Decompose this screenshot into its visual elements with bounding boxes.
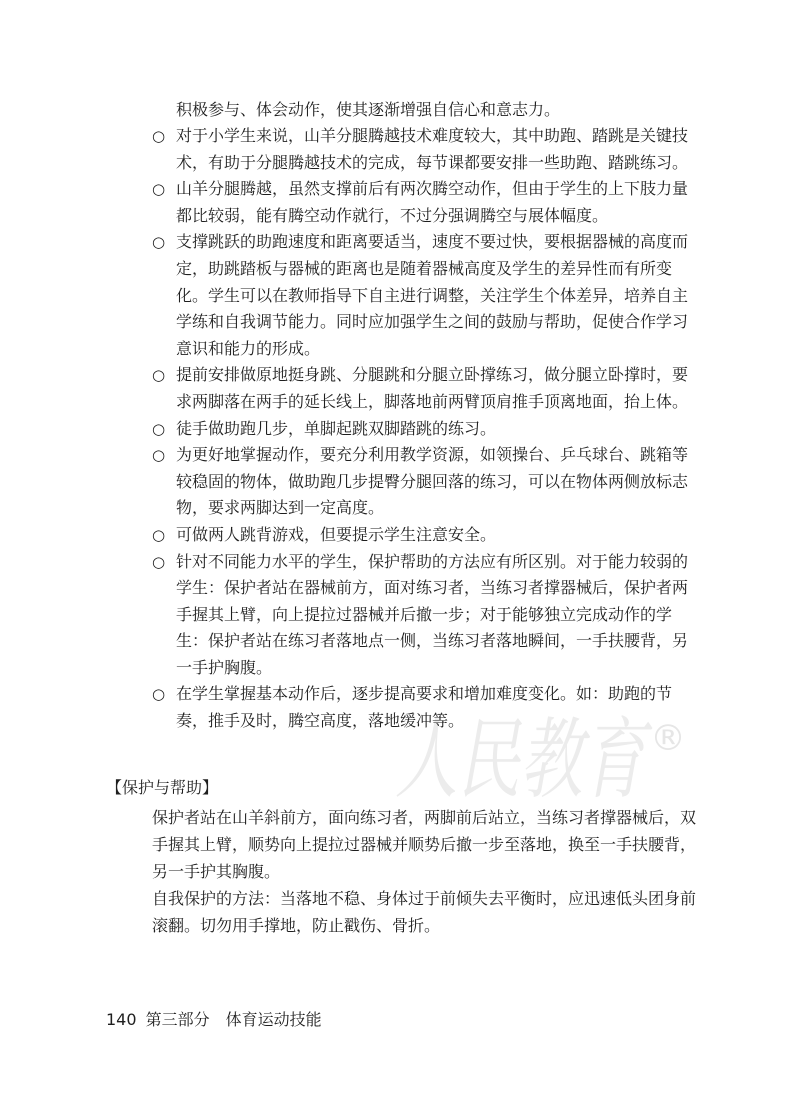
circle-bullet-icon: ○: [152, 446, 166, 465]
list-item: [152, 681, 696, 734]
circle-bullet-icon: ○: [152, 419, 166, 438]
list-item: [152, 229, 696, 362]
list-item-text: 为更好地掌握动作，要充分利用教学资源，如领操台、乒乓球台、跳箱等较稳固的物体，做助跑几步提臀分腿回落的练习，可以在物体两侧放标志物，要求两脚达到一定高度。: [176, 445, 689, 518]
circle-bullet-icon: ○: [152, 127, 166, 145]
circle-bullet-icon: ○: [152, 552, 166, 571]
list-item-text: 提前安排做原地挺身跳、分腿跳和分腿立卧撑练习，做分腿立卧撑时，要求两脚落在两手的延长线上，脚落地前两臂顶肩推手顶离地面，抬上体。: [176, 365, 689, 411]
list-item-text: 山羊分腿腾越，虽然支撑前后有两次腾空动作，但由于学生的上下肢力量都比较弱，能有腾空动作就行，不过分强调腾空与展体幅度。: [176, 179, 689, 225]
circle-bullet-icon: ○: [152, 685, 166, 704]
list-item: [152, 416, 696, 443]
circle-bullet-icon: ○: [152, 525, 166, 544]
list-item-text: 徒手做助跑几步，单脚起跳双脚踏跳的练习。: [176, 418, 497, 438]
watermark-registered-mark: ®: [650, 718, 686, 759]
protection-paragraph: 保护者站在山羊斜前方，面向练习者，两脚前后站立，当练习者撑器械后，双手握其上臂，顺势向上提拉过器械并顺势后撤一步至落地，换至一手扶腰背，另一手护其胸腹。: [152, 808, 697, 881]
list-item-text: 对于小学生来说，山羊分腿腾越技术难度较大，其中助跑、踏跳是关键技术，有助于分腿腾越技术的完成，每节课都要安排一些助跑、踏跳练习。: [176, 126, 689, 172]
list-item-text: 针对不同能力水平的学生，保护帮助的方法应有所区别。对于能力较弱的学生：保护者站在器械前方，面对练习者，当练习者撑器械后，保护者两手握其上臂，向上提拉过器械并后撤一步；对于能够独立完成动作的学生：保护者站在练习者落地点一侧，当练习者落地瞬间，一手扶腰背，另一手护胸腹。: [176, 551, 689, 677]
list-item-text: 可做两人跳背游戏，但要提示学生注意安全。: [176, 524, 497, 544]
watermark-text: 人民教育: [395, 708, 653, 811]
list-item: [152, 522, 696, 549]
self-protection-paragraph: 自我保护的方法：当落地不稳、身体过于前倾失去平衡时，应迅速低头团身前滚翻。切勿用手撑地，防止戳伤、骨折。: [152, 889, 697, 935]
circle-bullet-icon: ○: [152, 366, 166, 385]
teaching-tips-list: [152, 123, 696, 735]
circle-bullet-icon: ○: [152, 233, 166, 252]
section-heading: 【保护与帮助】: [106, 778, 219, 797]
page-footer: [106, 1010, 322, 1030]
list-item-text: 支撑跳跃的助跑速度和距离要适当，速度不要过快，要根据器械的高度而定，助跳踏板与器械的距离也是随着器械高度及学生的差异性而有所变化。学生可以在教师指导下自主进行调整，关注学生个体差异，培养自主学练和自我调节能力。同时应加强学生之间的鼓励与帮助，促使合作学习意识和能力的形成。: [176, 232, 689, 358]
list-item: [152, 549, 696, 682]
list-item: [152, 176, 696, 229]
continuation-paragraph: 积极参与、体会动作，使其逐渐增强自信心和意志力。: [176, 100, 561, 119]
list-item-text: 在学生掌握基本动作后，逐步提高要求和增加难度变化。如：助跑的节奏，推手及时，腾空高度，落地缓冲等。: [176, 684, 673, 731]
page-number: 140: [106, 1010, 137, 1029]
circle-bullet-icon: ○: [152, 180, 166, 199]
list-item: [152, 362, 696, 415]
footer-section-name: 第三部分 体育运动技能: [145, 1010, 322, 1029]
list-item: [152, 123, 696, 176]
list-item: [152, 442, 696, 522]
